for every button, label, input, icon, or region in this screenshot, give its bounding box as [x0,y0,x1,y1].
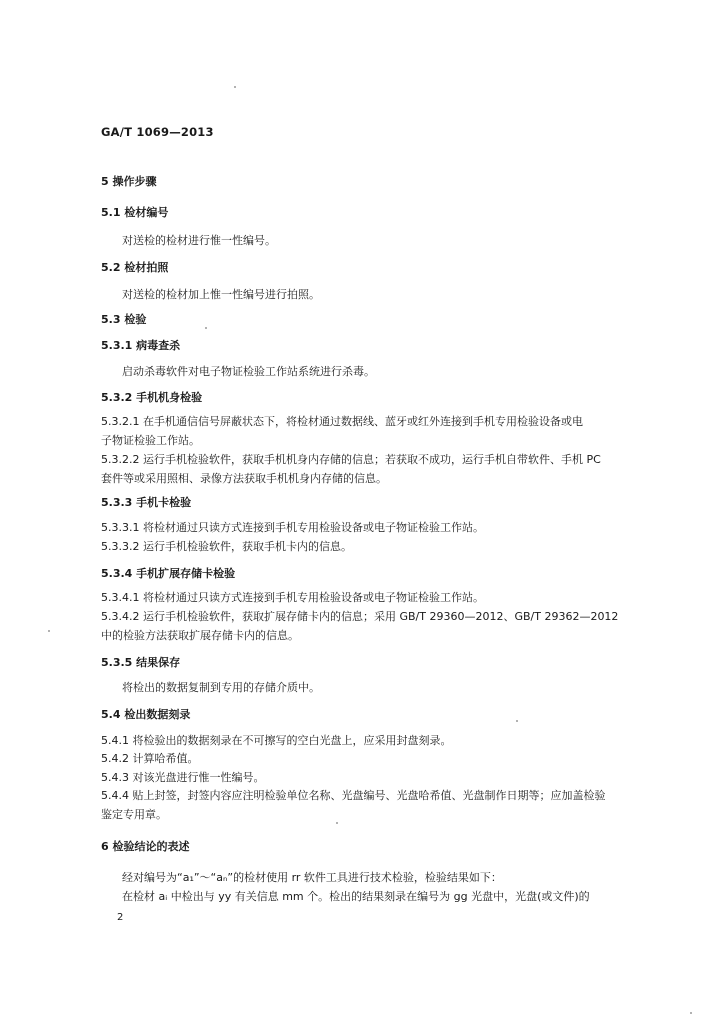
clause-5-4-2: 5.4.2 计算哈希值。 [101,752,199,765]
clause-5-3-3-1: 5.3.3.1 将检材通过只读方式连接到手机专用检验设备或电子物证检验工作站。 [101,521,484,534]
scan-speck [234,86,236,88]
scan-speck [690,1012,692,1014]
clause-5-4-3: 5.4.3 对该光盘进行惟一性编号。 [101,771,265,784]
section-5-3-5-heading: 5.3.5 结果保存 [101,656,181,669]
clause-5-3-2-1-line2: 子物证检验工作站。 [101,434,200,447]
section-5-3-5-text: 将检出的数据复制到专用的存储介质中。 [122,681,320,694]
section-6-para1: 经对编号为“a₁”～“aₙ”的检材使用 rr 软件工具进行技术检验，检验结果如下： [122,871,502,884]
section-5-4-heading: 5.4 检出数据刻录 [101,708,191,721]
section-5-3-4-heading: 5.3.4 手机扩展存储卡检验 [101,567,236,580]
scan-speck [205,327,207,329]
clause-5-3-2-2-line1: 5.3.2.2 运行手机检验软件，获取手机机身内存储的信息；若获取不成功，运行手机自带软件、手机 PC [101,453,601,466]
section-5-3-1-text: 启动杀毒软件对电子物证检验工作站系统进行杀毒。 [122,365,375,378]
clause-5-3-4-1: 5.3.4.1 将检材通过只读方式连接到手机专用检验设备或电子物证检验工作站。 [101,591,484,604]
section-5-2-heading: 5.2 检材拍照 [101,261,169,274]
section-5-2-text: 对送检的检材加上惟一性编号进行拍照。 [122,288,320,301]
section-5-1-heading: 5.1 检材编号 [101,206,169,219]
scan-speck [516,720,518,722]
clause-5-3-4-2-line2: 中的检验方法获取扩展存储卡内的信息。 [101,629,299,642]
clause-5-3-2-2-line2: 套件等或采用照相、录像方法获取手机机身内存储的信息。 [101,472,387,485]
scan-speck [48,630,50,632]
clause-5-3-2-1-line1: 5.3.2.1 在手机通信信号屏蔽状态下，将检材通过数据线、蓝牙或红外连接到手机专用检验设备或电 [101,415,583,428]
clause-5-3-4-2-line1: 5.3.4.2 运行手机检验软件，获取扩展存储卡内的信息；采用 GB/T 29360—2012、GB/T 29362—2012 [101,610,619,623]
page-number: 2 [117,912,124,923]
section-5-3-1-heading: 5.3.1 病毒查杀 [101,339,181,352]
scan-speck [336,822,338,824]
section-5-3-2-heading: 5.3.2 手机机身检验 [101,391,203,404]
section-5-3-3-heading: 5.3.3 手机卡检验 [101,496,192,509]
clause-5-4-4-line1: 5.4.4 贴上封签，封签内容应注明检验单位名称、光盘编号、光盘哈希值、光盘制作日期等；应加盖检验 [101,789,606,802]
section-6-heading: 6 检验结论的表述 [101,840,190,853]
clause-5-3-3-2: 5.3.3.2 运行手机检验软件，获取手机卡内的信息。 [101,540,352,553]
section-5-3-heading: 5.3 检验 [101,313,147,326]
standard-header: GA/T 1069—2013 [101,125,214,139]
section-5-heading: 5 操作步骤 [101,175,157,188]
section-5-1-text: 对送检的检材进行惟一性编号。 [122,234,276,247]
clause-5-4-1: 5.4.1 将检验出的数据刻录在不可擦写的空白光盘上，应采用封盘刻录。 [101,734,452,747]
section-6-para2: 在检材 aᵢ 中检出与 yy 有关信息 mm 个。检出的结果刻录在编号为 gg 光盘中，光盘(或文件)的 [122,890,590,903]
clause-5-4-4-line2: 鉴定专用章。 [101,808,167,821]
